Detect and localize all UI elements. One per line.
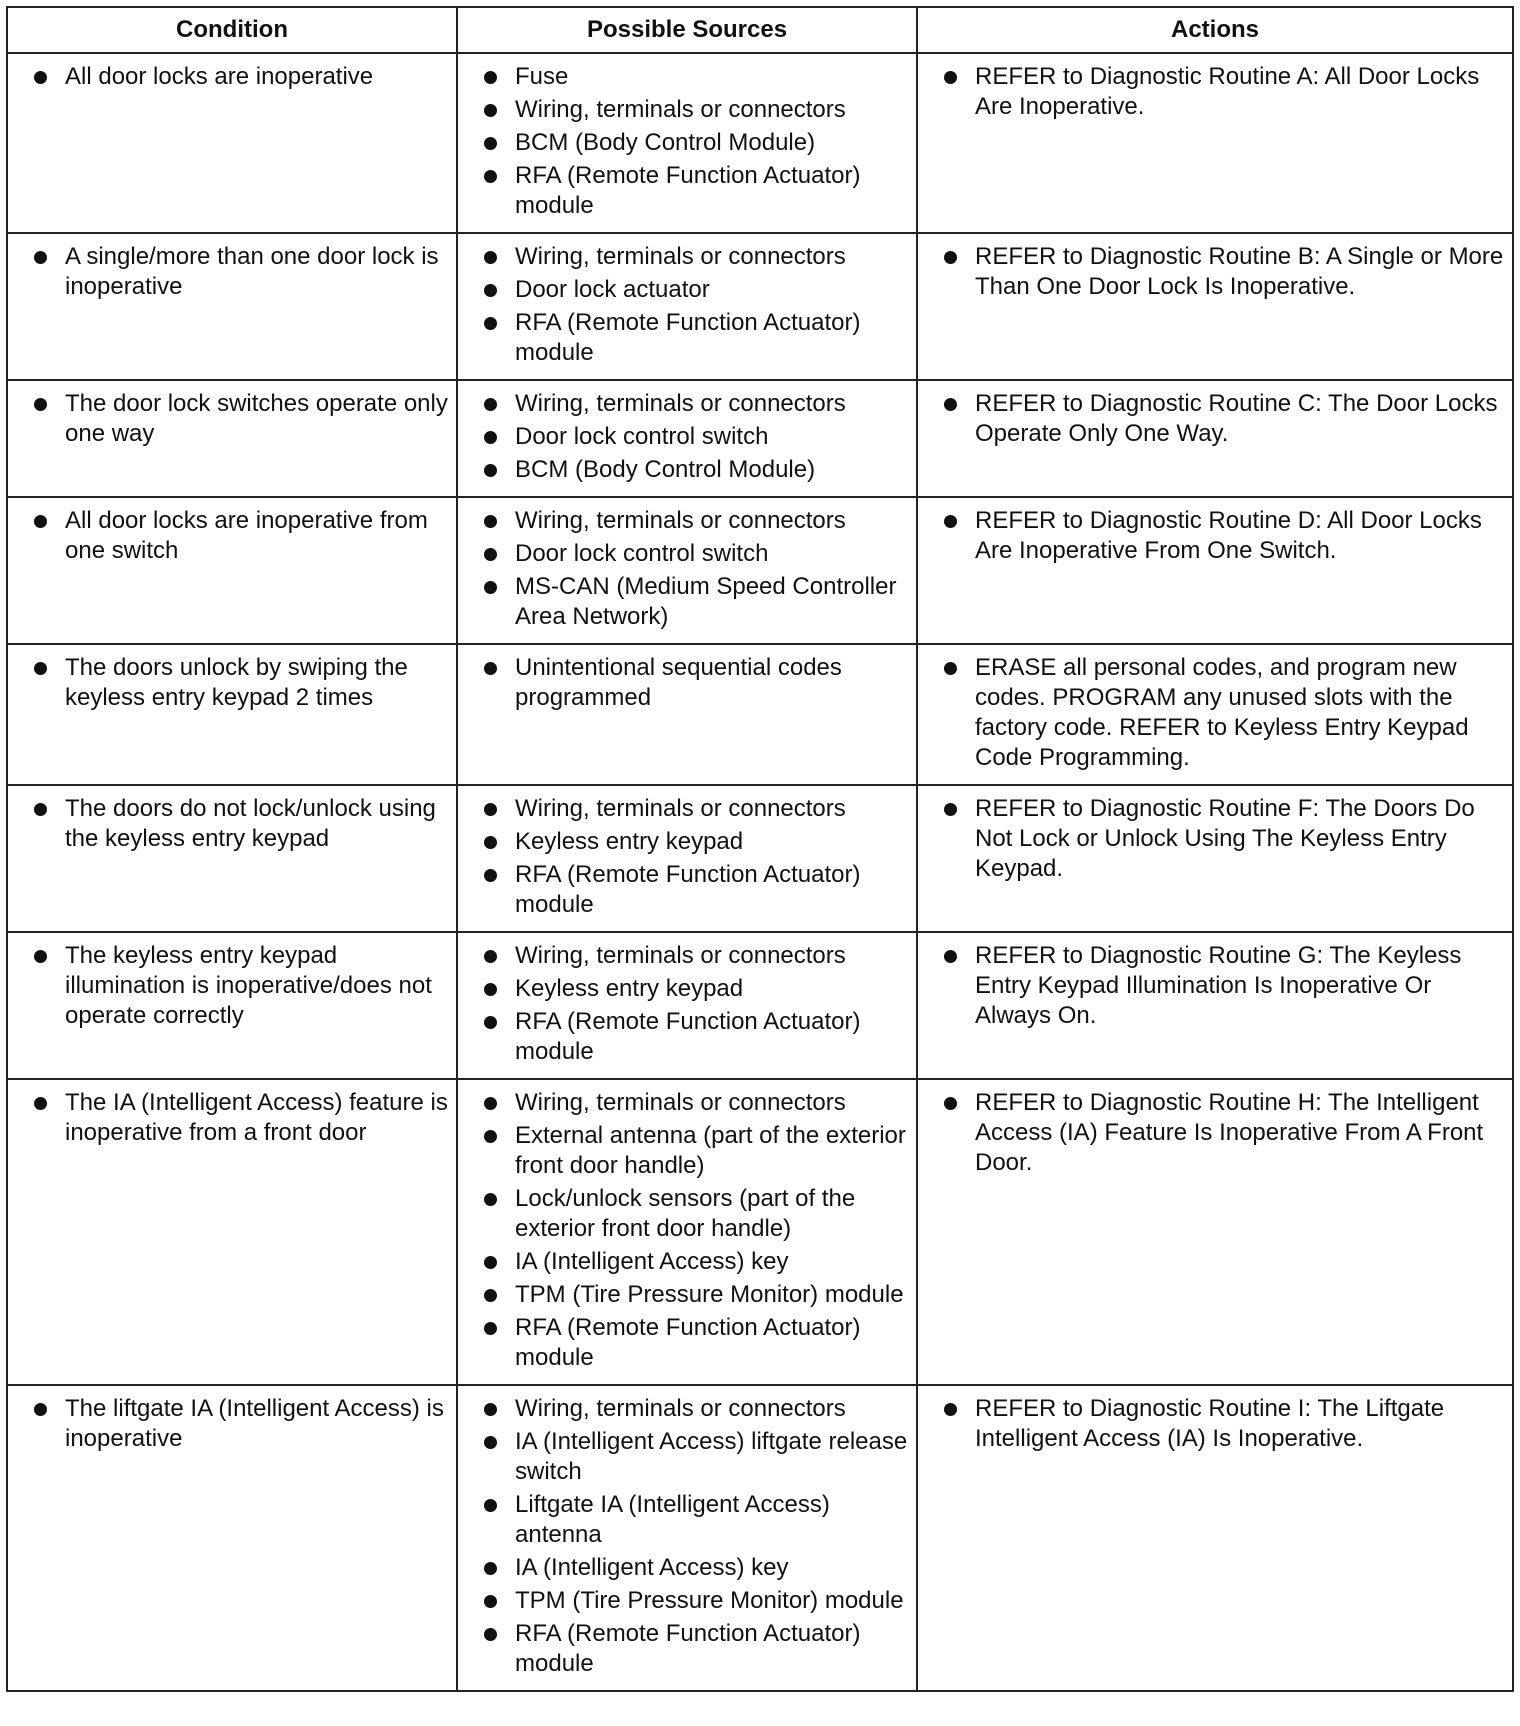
actions-cell (917, 233, 1513, 380)
sources-cell (457, 233, 917, 380)
actions-cell (917, 53, 1513, 233)
source-item: Liftgate IA (Intelligent Access) antenna (470, 1490, 908, 1550)
bullet-list (470, 1394, 908, 1679)
actions-cell (917, 785, 1513, 932)
table-row (7, 932, 1513, 1079)
bullet-list (470, 389, 908, 485)
sources-cell (457, 380, 917, 497)
sources-cell (457, 932, 917, 1079)
sources-cell (457, 785, 917, 932)
sources-cell (457, 53, 917, 233)
bullet-list (930, 1394, 1504, 1454)
action-item: REFER to Diagnostic Routine G: The Keyless Entry Keypad Illumination Is Inoperative Or Always On. (930, 941, 1504, 1031)
bullet-list (20, 941, 448, 1031)
condition-item: The liftgate IA (Intelligent Access) is inoperative (20, 1394, 448, 1454)
source-item: Wiring, terminals or connectors (470, 1088, 908, 1118)
condition-cell (7, 785, 457, 932)
source-item: RFA (Remote Function Actuator) module (470, 308, 908, 368)
source-item: RFA (Remote Function Actuator) module (470, 1313, 908, 1373)
bullet-list (20, 653, 448, 713)
actions-cell (917, 497, 1513, 644)
bullet-list (470, 653, 908, 713)
action-item: REFER to Diagnostic Routine A: All Door Locks Are Inoperative. (930, 62, 1504, 122)
sources-cell (457, 644, 917, 785)
bullet-list (470, 941, 908, 1067)
bullet-list (930, 941, 1504, 1031)
header-possible-sources: Possible Sources (457, 7, 917, 53)
source-item: Unintentional sequential codes programmed (470, 653, 908, 713)
actions-cell (917, 932, 1513, 1079)
action-item: REFER to Diagnostic Routine F: The Doors Do Not Lock or Unlock Using The Keyless Entry Keypad. (930, 794, 1504, 884)
source-item: RFA (Remote Function Actuator) module (470, 1007, 908, 1067)
source-item: RFA (Remote Function Actuator) module (470, 161, 908, 221)
action-item: REFER to Diagnostic Routine C: The Door Locks Operate Only One Way. (930, 389, 1504, 449)
symptom-chart-table (6, 6, 1514, 1692)
condition-cell (7, 644, 457, 785)
actions-cell (917, 1385, 1513, 1691)
header-condition: Condition (7, 7, 457, 53)
condition-item: A single/more than one door lock is inoperative (20, 242, 448, 302)
source-item: Wiring, terminals or connectors (470, 794, 908, 824)
condition-item: The doors unlock by swiping the keyless entry keypad 2 times (20, 653, 448, 713)
bullet-list (470, 506, 908, 632)
condition-cell (7, 233, 457, 380)
bullet-list (470, 794, 908, 920)
table-row (7, 380, 1513, 497)
source-item: IA (Intelligent Access) liftgate release switch (470, 1427, 908, 1487)
source-item: Keyless entry keypad (470, 827, 908, 857)
source-item: BCM (Body Control Module) (470, 455, 908, 485)
bullet-list (930, 1088, 1504, 1178)
table-row (7, 233, 1513, 380)
source-item: Lock/unlock sensors (part of the exterior front door handle) (470, 1184, 908, 1244)
source-item: Door lock control switch (470, 539, 908, 569)
bullet-list (930, 389, 1504, 449)
bullet-list (20, 62, 448, 92)
bullet-list (930, 62, 1504, 122)
bullet-list (20, 794, 448, 854)
source-item: Door lock actuator (470, 275, 908, 305)
source-item: RFA (Remote Function Actuator) module (470, 1619, 908, 1679)
table-row (7, 644, 1513, 785)
source-item: MS-CAN (Medium Speed Controller Area Network) (470, 572, 908, 632)
bullet-list (20, 389, 448, 449)
table-row (7, 53, 1513, 233)
condition-item: The doors do not lock/unlock using the keyless entry keypad (20, 794, 448, 854)
action-item: REFER to Diagnostic Routine H: The Intelligent Access (IA) Feature Is Inoperative From A Front Door. (930, 1088, 1504, 1178)
bullet-list (20, 1394, 448, 1454)
actions-cell (917, 644, 1513, 785)
bullet-list (20, 506, 448, 566)
actions-cell (917, 1079, 1513, 1385)
bullet-list (470, 242, 908, 368)
source-item: Door lock control switch (470, 422, 908, 452)
condition-cell (7, 1385, 457, 1691)
bullet-list (20, 242, 448, 302)
source-item: Fuse (470, 62, 908, 92)
source-item: Keyless entry keypad (470, 974, 908, 1004)
source-item: TPM (Tire Pressure Monitor) module (470, 1586, 908, 1616)
header-row (7, 7, 1513, 53)
source-item: Wiring, terminals or connectors (470, 242, 908, 272)
bullet-list (20, 1088, 448, 1148)
source-item: Wiring, terminals or connectors (470, 389, 908, 419)
bullet-list (930, 242, 1504, 302)
bullet-list (470, 62, 908, 221)
source-item: IA (Intelligent Access) key (470, 1247, 908, 1277)
condition-cell (7, 1079, 457, 1385)
bullet-list (930, 794, 1504, 884)
sources-cell (457, 1385, 917, 1691)
source-item: RFA (Remote Function Actuator) module (470, 860, 908, 920)
source-item: Wiring, terminals or connectors (470, 506, 908, 536)
bullet-list (930, 506, 1504, 566)
condition-item: The door lock switches operate only one way (20, 389, 448, 449)
sources-cell (457, 1079, 917, 1385)
action-item: REFER to Diagnostic Routine I: The Liftgate Intelligent Access (IA) Is Inoperative. (930, 1394, 1504, 1454)
action-item: REFER to Diagnostic Routine B: A Single or More Than One Door Lock Is Inoperative. (930, 242, 1504, 302)
source-item: BCM (Body Control Module) (470, 128, 908, 158)
condition-cell (7, 380, 457, 497)
condition-item: All door locks are inoperative (20, 62, 448, 92)
source-item: External antenna (part of the exterior front door handle) (470, 1121, 908, 1181)
actions-cell (917, 380, 1513, 497)
source-item: TPM (Tire Pressure Monitor) module (470, 1280, 908, 1310)
table-row (7, 1385, 1513, 1691)
table-row (7, 785, 1513, 932)
bullet-list (470, 1088, 908, 1373)
condition-item: All door locks are inoperative from one switch (20, 506, 448, 566)
source-item: Wiring, terminals or connectors (470, 941, 908, 971)
source-item: IA (Intelligent Access) key (470, 1553, 908, 1583)
table-row (7, 1079, 1513, 1385)
action-item: ERASE all personal codes, and program new codes. PROGRAM any unused slots with the factory code. REFER to Keyless Entry Keypad Code Programming. (930, 653, 1504, 773)
source-item: Wiring, terminals or connectors (470, 95, 908, 125)
condition-item: The keyless entry keypad illumination is inoperative/does not operate correctly (20, 941, 448, 1031)
table-row (7, 497, 1513, 644)
sources-cell (457, 497, 917, 644)
action-item: REFER to Diagnostic Routine D: All Door Locks Are Inoperative From One Switch. (930, 506, 1504, 566)
condition-cell (7, 932, 457, 1079)
source-item: Wiring, terminals or connectors (470, 1394, 908, 1424)
condition-item: The IA (Intelligent Access) feature is inoperative from a front door (20, 1088, 448, 1148)
condition-cell (7, 53, 457, 233)
bullet-list (930, 653, 1504, 773)
header-actions: Actions (917, 7, 1513, 53)
condition-cell (7, 497, 457, 644)
